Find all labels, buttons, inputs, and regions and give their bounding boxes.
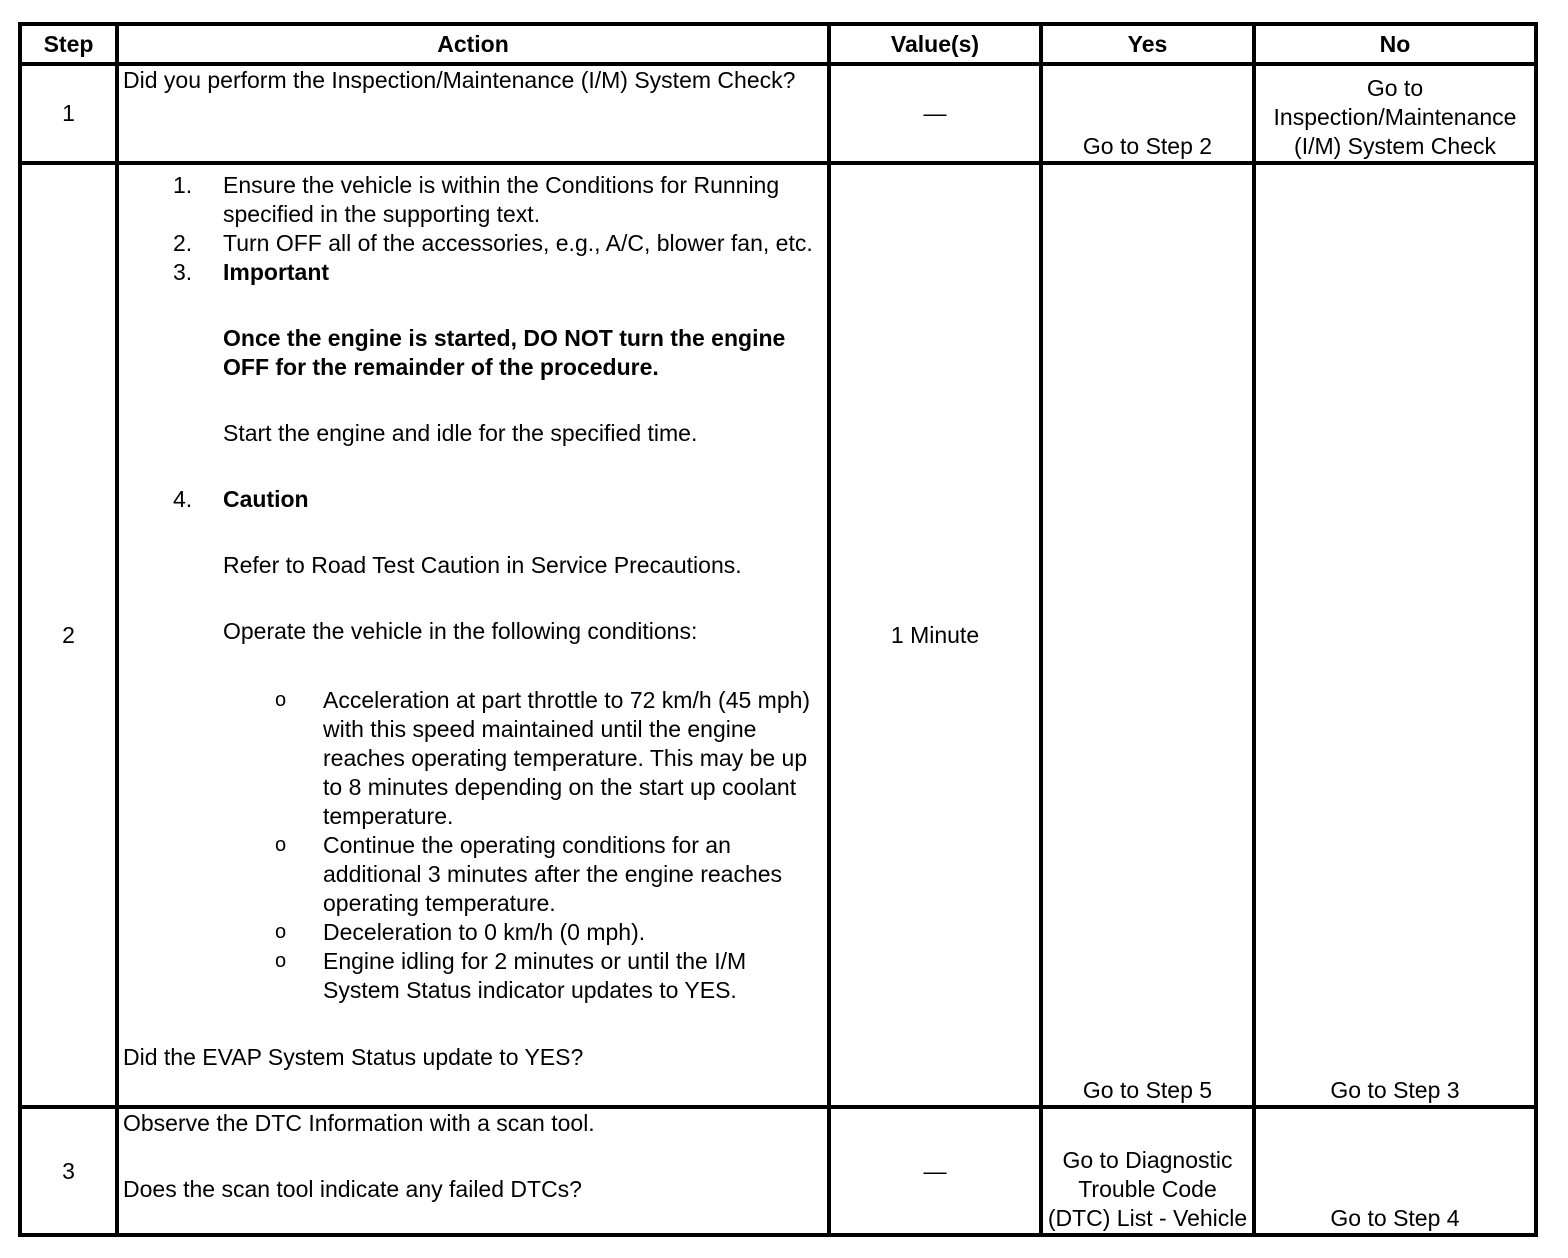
no-cell: Go to Step 4 (1254, 1107, 1536, 1235)
list-item (275, 947, 823, 1005)
item-text: Operate the vehicle in the following conditions: (223, 618, 698, 644)
header-action: Action (117, 24, 829, 64)
item-number: 1. (173, 172, 193, 198)
yes-cell: Go to Step 5 (1041, 163, 1254, 1107)
action-question: Did the EVAP System Status update to YES? (123, 1044, 584, 1070)
action-cell (117, 1107, 829, 1235)
no-cell: Go to Step 3 (1254, 163, 1536, 1107)
table-row-step-2 (20, 163, 1536, 1107)
yes-cell: Go to Step 2 (1041, 64, 1254, 163)
list-item (275, 686, 823, 831)
table-row-step-3 (20, 1107, 1536, 1235)
conditions-list (223, 686, 823, 1005)
condition-text: Continue the operating conditions for an additional 3 minutes after the engine reaches operating temperature. (323, 832, 783, 916)
list-item (173, 229, 823, 258)
action-instruction: Observe the DTC Information with a scan tool. (123, 1110, 595, 1136)
header-step: Step (20, 24, 117, 64)
action-cell (117, 64, 829, 163)
condition-text: Engine idling for 2 minutes or until the I/M System Status indicator updates to YES. (323, 948, 747, 1003)
important-heading: Important (223, 259, 330, 285)
bullet-icon: o (275, 834, 287, 856)
caution-reference: Refer to Road Test Caution in Service Precautions. (223, 552, 742, 578)
list-item (173, 258, 823, 485)
value-cell: — (829, 1107, 1041, 1235)
bullet-icon: o (275, 950, 287, 972)
item-number: 3. (173, 259, 193, 285)
value-cell: 1 Minute (829, 163, 1041, 1107)
list-item (173, 171, 823, 229)
condition-text: Acceleration at part throttle to 72 km/h (45 mph) with this speed maintained until the engine reaches operating temperature. This may be up to 8 minutes depending on the start up coolant temperature. (323, 687, 811, 829)
step-number: 2 (20, 163, 117, 1107)
table-row-step-1 (20, 64, 1536, 163)
diagnostic-table (18, 22, 1538, 1237)
important-warning: Once the engine is started, DO NOT turn the engine OFF for the remainder of the procedure. (223, 325, 786, 380)
caution-heading: Caution (223, 486, 309, 512)
yes-cell: Go to Diagnostic Trouble Code (DTC) List - Vehicle (1041, 1107, 1254, 1235)
item-text: Ensure the vehicle is within the Conditions for Running specified in the supporting text. (223, 172, 780, 227)
action-question: Does the scan tool indicate any failed DTCs? (123, 1176, 582, 1202)
item-text: Turn OFF all of the accessories, e.g., A/C, blower fan, etc. (223, 230, 813, 256)
item-number: 4. (173, 486, 193, 512)
step-number: 3 (20, 1107, 117, 1235)
item-number: 2. (173, 230, 193, 256)
action-cell (117, 163, 829, 1107)
header-yes: Yes (1041, 24, 1254, 64)
header-row (20, 24, 1536, 64)
procedure-list (123, 171, 823, 1005)
list-item (275, 831, 823, 918)
item-text: Start the engine and idle for the specified time. (223, 420, 698, 446)
step-number: 1 (20, 64, 117, 163)
list-item (173, 485, 823, 1005)
bullet-icon: o (275, 921, 287, 943)
action-question: Did you perform the Inspection/Maintenance (I/M) System Check? (123, 67, 796, 93)
header-values: Value(s) (829, 24, 1041, 64)
header-no: No (1254, 24, 1536, 64)
bullet-icon: o (275, 689, 287, 711)
list-item (275, 918, 823, 947)
value-cell: — (829, 64, 1041, 163)
no-cell: Go to Inspection/Maintenance (I/M) System Check (1254, 64, 1536, 163)
condition-text: Deceleration to 0 km/h (0 mph). (323, 919, 646, 945)
